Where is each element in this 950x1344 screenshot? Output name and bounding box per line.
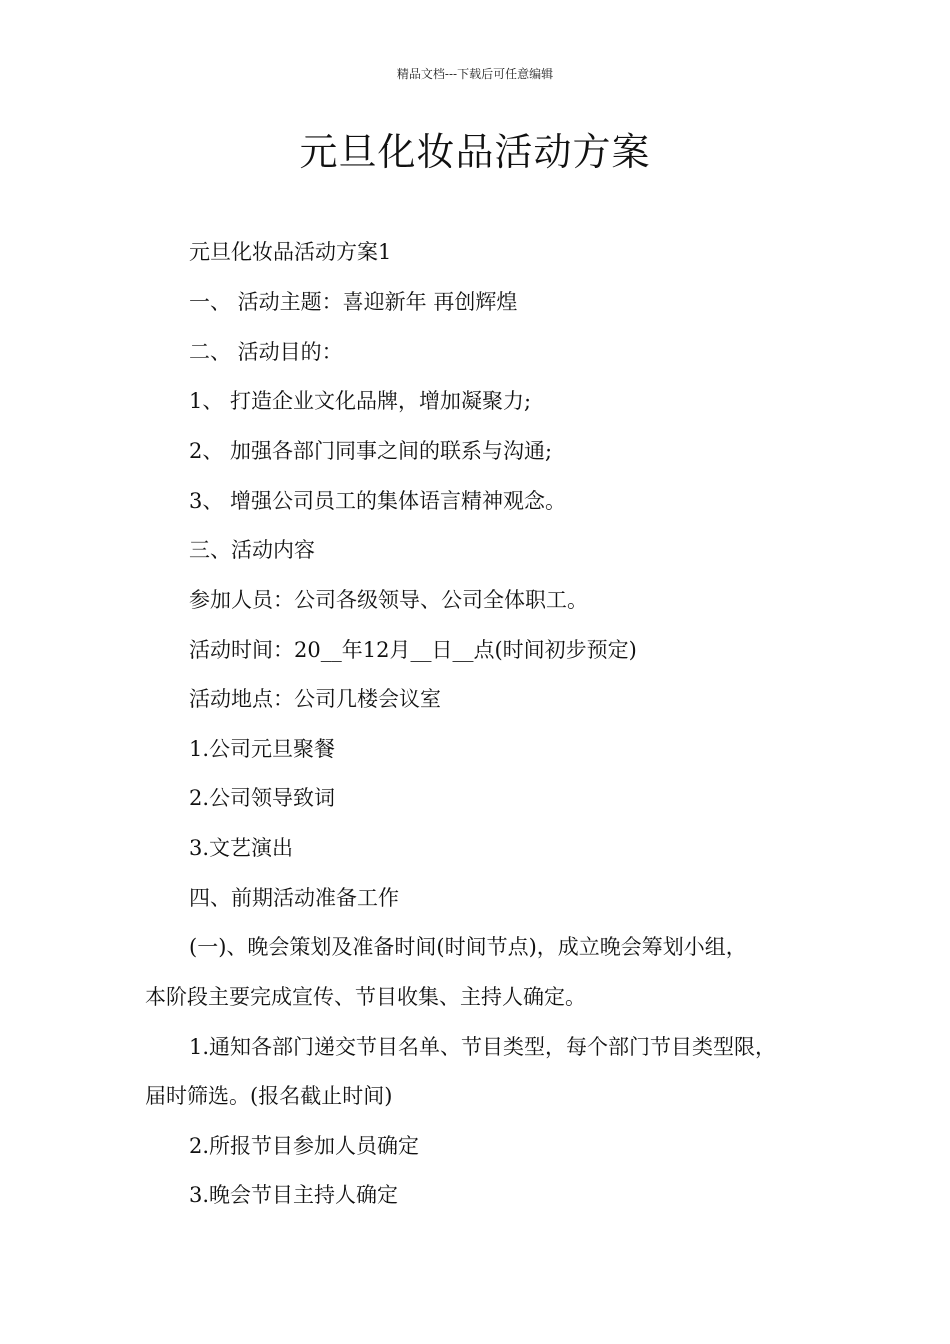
paragraph-line: 本阶段主要完成宣传、节目收集、主持人确定。	[145, 985, 586, 1009]
paragraph-line: (一)、晚会策划及准备时间(时间节点)，成立晚会筹划小组，	[189, 935, 747, 959]
paragraph-line: 届时筛选。(报名截止时间)	[145, 1084, 393, 1108]
paragraph-line: 四、前期活动准备工作	[189, 886, 399, 910]
page-header: 精品文档---下载后可任意编辑	[396, 67, 554, 81]
paragraph-line: 3、 增强公司员工的集体语言精神观念。	[189, 489, 567, 513]
document-title: 元旦化妆品活动方案	[299, 130, 651, 174]
paragraph-line: 活动地点：公司几楼会议室	[189, 687, 441, 711]
paragraph-line: 活动时间：20__年12月__日__点(时间初步预定)	[189, 638, 637, 662]
paragraph-line: 1.通知各部门递交节目名单、节目类型，每个部门节目类型限，	[189, 1035, 777, 1059]
section-heading: 元旦化妆品活动方案1	[189, 240, 392, 264]
paragraph-line: 3.文艺演出	[189, 836, 294, 860]
paragraph-line: 1、 打造企业文化品牌，增加凝聚力;	[189, 389, 532, 413]
paragraph-line: 2、 加强各部门同事之间的联系与沟通;	[189, 439, 553, 463]
paragraph-line: 参加人员：公司各级领导、公司全体职工。	[189, 588, 588, 612]
paragraph-line: 三、活动内容	[189, 538, 315, 562]
paragraph-line: 3.晚会节目主持人确定	[189, 1183, 399, 1207]
paragraph-line: 二、 活动目的：	[189, 340, 343, 364]
paragraph-line: 一、 活动主题：喜迎新年 再创辉煌	[189, 290, 518, 314]
paragraph-line: 2.公司领导致词	[189, 786, 336, 810]
paragraph-line: 1.公司元旦聚餐	[189, 737, 336, 761]
paragraph-line: 2.所报节目参加人员确定	[189, 1134, 420, 1158]
